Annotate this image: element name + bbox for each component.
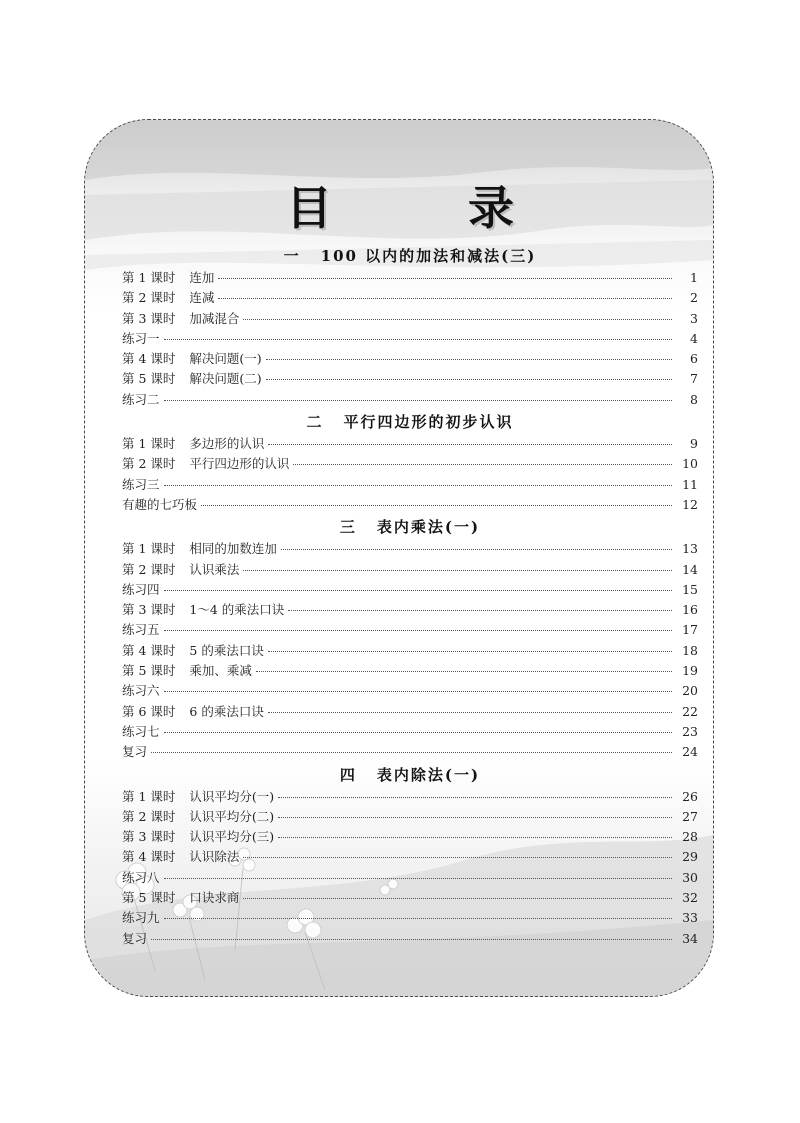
toc-entry[interactable] bbox=[122, 620, 698, 640]
toc-entry[interactable] bbox=[122, 329, 698, 349]
toc-entry-page: 33 bbox=[682, 910, 698, 926]
dot-leader bbox=[164, 400, 672, 401]
toc-entry-lesson: 第 4 课时 bbox=[122, 849, 176, 865]
section-heading bbox=[122, 410, 698, 434]
dot-leader bbox=[218, 278, 672, 279]
toc-entry[interactable] bbox=[122, 434, 698, 454]
dot-leader bbox=[293, 464, 672, 465]
dot-leader bbox=[281, 549, 672, 550]
section-title: 平行四边形的初步认识 bbox=[343, 413, 514, 432]
section-number: 一 bbox=[283, 247, 301, 265]
toc-entry[interactable] bbox=[122, 722, 698, 742]
toc-entry-page: 15 bbox=[682, 581, 698, 597]
dot-leader bbox=[164, 485, 672, 486]
dot-leader bbox=[164, 918, 672, 919]
toc-entry-lesson: 第 2 课时 bbox=[122, 808, 176, 824]
toc-entry-lesson: 第 2 课时 bbox=[122, 290, 176, 306]
toc-entry-name: 解决问题(二) bbox=[189, 371, 262, 387]
toc-entry-page: 29 bbox=[682, 849, 698, 865]
toc-entry[interactable] bbox=[122, 288, 698, 308]
dot-leader bbox=[268, 444, 672, 445]
table-of-contents bbox=[122, 244, 698, 949]
toc-entry-lesson: 第 1 课时 bbox=[122, 788, 176, 804]
toc-entry[interactable] bbox=[122, 268, 698, 288]
section-number: 三 bbox=[339, 518, 357, 537]
toc-entry-lesson: 第 3 课时 bbox=[122, 829, 176, 845]
dot-leader bbox=[243, 898, 672, 899]
toc-entry-name: 平行四边形的认识 bbox=[189, 456, 290, 472]
toc-entry-name: 乘加、乘减 bbox=[189, 663, 252, 679]
toc-entry-page: 2 bbox=[690, 290, 698, 306]
toc-entry-page: 32 bbox=[682, 890, 698, 906]
toc-entry-page: 10 bbox=[682, 456, 698, 472]
section-heading bbox=[122, 244, 698, 268]
toc-entry-page: 30 bbox=[682, 869, 698, 885]
dot-leader bbox=[164, 732, 672, 733]
toc-entry[interactable] bbox=[122, 827, 698, 847]
toc-entry-page: 11 bbox=[682, 476, 698, 492]
toc-entry[interactable] bbox=[122, 369, 698, 389]
dot-leader bbox=[266, 359, 672, 360]
toc-entry-lesson: 练习一 bbox=[122, 330, 160, 346]
section-number: 二 bbox=[306, 413, 324, 432]
toc-entry[interactable] bbox=[122, 807, 698, 827]
toc-entry-lesson: 第 6 课时 bbox=[122, 703, 176, 719]
toc-entry-page: 28 bbox=[682, 829, 698, 845]
toc-entry-lesson: 复习 bbox=[122, 744, 148, 760]
toc-entry[interactable] bbox=[122, 929, 698, 949]
dot-leader bbox=[243, 857, 672, 858]
dot-leader bbox=[243, 570, 672, 571]
toc-entry[interactable] bbox=[122, 661, 698, 681]
toc-entry-page: 27 bbox=[682, 808, 698, 824]
toc-entry-name: 相同的加数连加 bbox=[189, 541, 277, 557]
dot-leader bbox=[288, 610, 672, 611]
toc-entry-lesson: 第 3 课时 bbox=[122, 602, 176, 618]
section-heading bbox=[122, 515, 698, 539]
toc-entry-lesson: 有趣的七巧板 bbox=[122, 496, 198, 512]
toc-entry[interactable] bbox=[122, 349, 698, 369]
dot-leader bbox=[243, 319, 672, 320]
toc-entry[interactable] bbox=[122, 787, 698, 807]
toc-entry-name: 认识除法 bbox=[189, 849, 240, 865]
toc-entry-lesson: 练习五 bbox=[122, 622, 160, 638]
toc-entry[interactable] bbox=[122, 390, 698, 410]
toc-entry-lesson: 第 5 课时 bbox=[122, 663, 176, 679]
toc-entry-name: 解决问题(一) bbox=[189, 351, 262, 367]
dot-leader bbox=[278, 837, 672, 838]
toc-entry-name: 加减混合 bbox=[189, 310, 240, 326]
toc-entry[interactable] bbox=[122, 868, 698, 888]
toc-entry-lesson: 第 1 课时 bbox=[122, 270, 176, 285]
toc-entry-lesson: 练习六 bbox=[122, 683, 160, 699]
dot-leader bbox=[268, 712, 672, 713]
toc-entry[interactable] bbox=[122, 475, 698, 495]
toc-entry-name: 认识乘法 bbox=[189, 561, 240, 577]
toc-entry-lesson: 练习八 bbox=[122, 869, 160, 885]
toc-entry-name: 1～4 的乘法口诀 bbox=[189, 602, 285, 618]
dot-leader bbox=[164, 630, 672, 631]
toc-entry[interactable] bbox=[122, 454, 698, 474]
toc-entry-lesson: 练习九 bbox=[122, 910, 160, 926]
toc-entry-page: 34 bbox=[682, 930, 698, 946]
toc-entry-lesson: 练习二 bbox=[122, 391, 160, 407]
toc-entry[interactable] bbox=[122, 495, 698, 515]
toc-entry-name: 认识平均分(三) bbox=[189, 829, 275, 845]
toc-entry-page: 16 bbox=[682, 602, 698, 618]
toc-entry[interactable] bbox=[122, 580, 698, 600]
toc-entry-name: 5 的乘法口诀 bbox=[189, 642, 264, 658]
toc-entry-name: 多边形的认识 bbox=[189, 436, 265, 452]
toc-entry-name: 连减 bbox=[189, 290, 215, 306]
toc-entry-page: 4 bbox=[690, 330, 698, 346]
toc-entry-lesson: 第 1 课时 bbox=[122, 541, 176, 557]
toc-entry-name: 口诀求商 bbox=[189, 890, 240, 906]
toc-entry-lesson: 练习四 bbox=[122, 581, 160, 597]
toc-entry[interactable] bbox=[122, 681, 698, 701]
toc-entry-lesson: 第 5 课时 bbox=[122, 890, 176, 906]
dot-leader bbox=[266, 379, 672, 380]
toc-entry-lesson: 第 2 课时 bbox=[122, 561, 176, 577]
dot-leader bbox=[164, 878, 672, 879]
toc-entry-page: 1 bbox=[690, 270, 698, 285]
toc-entry[interactable] bbox=[122, 702, 698, 722]
page-title: 目 录 bbox=[285, 181, 574, 235]
toc-entry-page: 7 bbox=[690, 371, 698, 387]
toc-entry-page: 19 bbox=[682, 663, 698, 679]
toc-entry-name: 认识平均分(一) bbox=[189, 788, 275, 804]
toc-entry[interactable] bbox=[122, 641, 698, 661]
dot-leader bbox=[164, 339, 672, 340]
toc-entry-page: 26 bbox=[682, 788, 698, 804]
toc-entry-lesson: 第 4 课时 bbox=[122, 642, 176, 658]
dot-leader bbox=[164, 691, 672, 692]
section-title: 100 以内的加法和减法(三) bbox=[320, 247, 537, 265]
toc-entry[interactable] bbox=[122, 847, 698, 867]
dot-leader bbox=[278, 817, 672, 818]
dot-leader bbox=[256, 671, 672, 672]
toc-entry-page: 8 bbox=[690, 391, 698, 407]
toc-entry-page: 17 bbox=[682, 622, 698, 638]
section-title: 表内除法(一) bbox=[376, 765, 481, 784]
toc-entry-lesson: 第 1 课时 bbox=[122, 436, 176, 452]
dot-leader bbox=[164, 590, 672, 591]
toc-entry-page: 24 bbox=[682, 744, 698, 760]
toc-entry[interactable] bbox=[122, 888, 698, 908]
toc-entry[interactable] bbox=[122, 560, 698, 580]
toc-entry-page: 23 bbox=[682, 723, 698, 739]
toc-entry[interactable] bbox=[122, 600, 698, 620]
toc-entry-page: 22 bbox=[682, 703, 698, 719]
dot-leader bbox=[218, 298, 672, 299]
toc-entry-page: 6 bbox=[690, 351, 698, 367]
section-number: 四 bbox=[339, 765, 357, 784]
toc-entry-lesson: 练习七 bbox=[122, 723, 160, 739]
toc-entry-lesson: 第 5 课时 bbox=[122, 371, 176, 387]
dot-leader bbox=[151, 752, 672, 753]
toc-entry-page: 14 bbox=[682, 561, 698, 577]
toc-entry[interactable] bbox=[122, 539, 698, 559]
toc-entry-lesson: 第 4 课时 bbox=[122, 351, 176, 367]
toc-entry[interactable] bbox=[122, 742, 698, 762]
section-heading bbox=[122, 763, 698, 787]
toc-entry-lesson: 复习 bbox=[122, 930, 148, 946]
toc-entry-name: 认识平均分(二) bbox=[189, 808, 275, 824]
toc-entry-lesson: 练习三 bbox=[122, 476, 160, 492]
section-title: 表内乘法(一) bbox=[376, 518, 481, 537]
toc-entry-page: 3 bbox=[690, 310, 698, 326]
toc-entry-name: 6 的乘法口诀 bbox=[189, 703, 264, 719]
toc-entry-name: 连加 bbox=[189, 270, 215, 285]
toc-entry[interactable] bbox=[122, 908, 698, 928]
dot-leader bbox=[268, 651, 672, 652]
toc-entry-page: 13 bbox=[682, 541, 698, 557]
dot-leader bbox=[201, 505, 672, 506]
dot-leader bbox=[278, 797, 672, 798]
toc-entry-lesson: 第 2 课时 bbox=[122, 456, 176, 472]
toc-entry[interactable] bbox=[122, 309, 698, 329]
toc-entry-page: 18 bbox=[682, 642, 698, 658]
toc-entry-page: 9 bbox=[690, 436, 698, 452]
toc-entry-page: 12 bbox=[682, 496, 698, 512]
dot-leader bbox=[151, 939, 672, 940]
toc-entry-lesson: 第 3 课时 bbox=[122, 310, 176, 326]
toc-entry-page: 20 bbox=[682, 683, 698, 699]
